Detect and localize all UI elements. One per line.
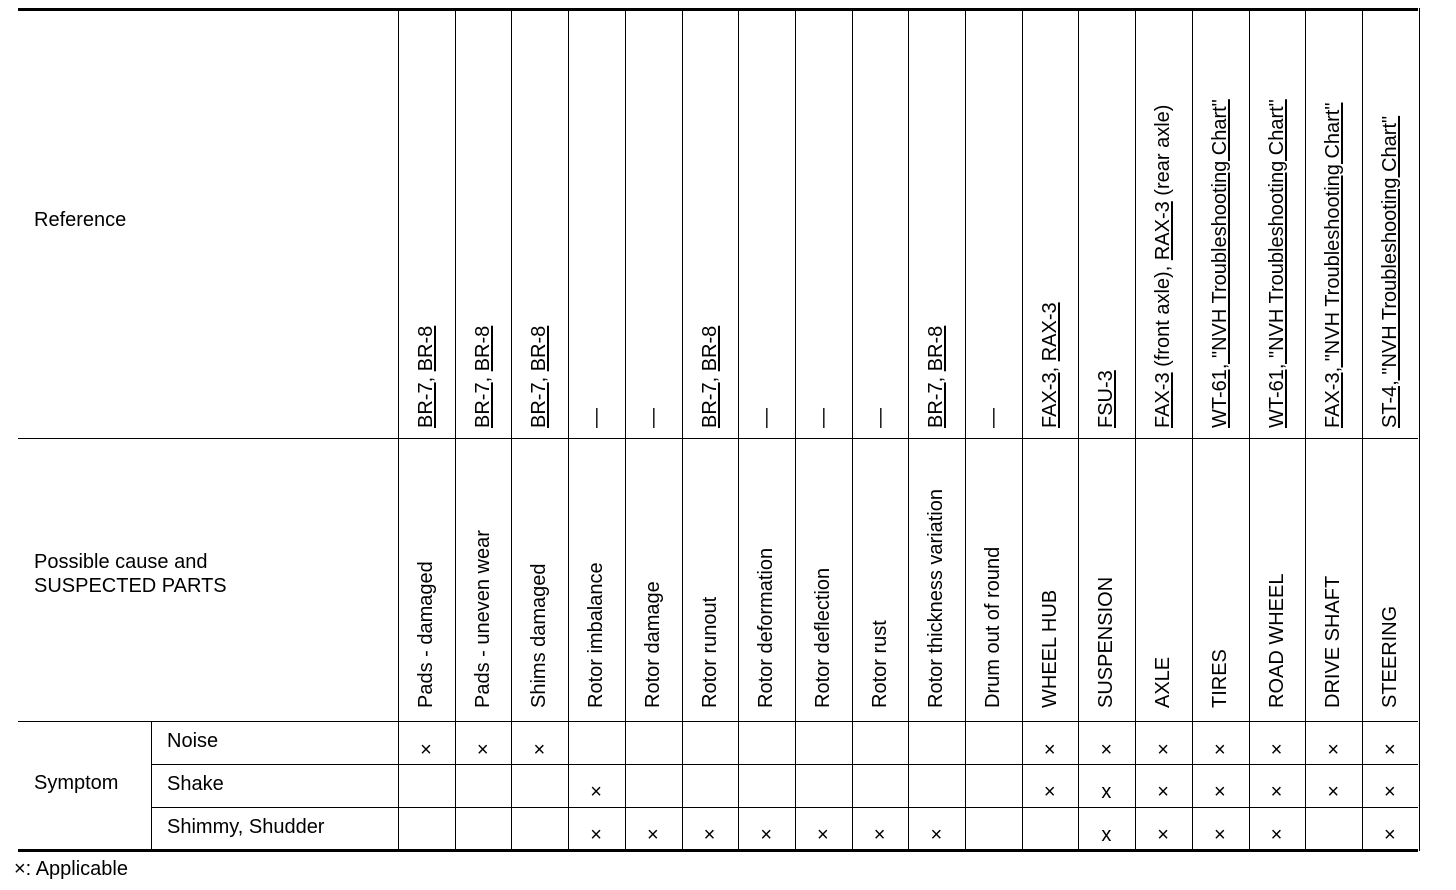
applicable-mark: ×	[703, 824, 716, 846]
reference-link[interactable]: ST-4, "NVH Troubleshooting Chart"	[1378, 115, 1401, 428]
cause-label: ROAD WHEEL	[1265, 573, 1288, 708]
reference-label: BR-7, BR-8	[415, 325, 437, 428]
rule-column	[738, 8, 739, 851]
applicable-mark: ×	[1270, 739, 1283, 761]
applicable-mark: x	[1101, 824, 1112, 846]
applicable-mark: ×	[817, 824, 829, 846]
rule-row	[151, 764, 1418, 765]
symptom-noise: Noise	[167, 730, 219, 752]
reference-label: —	[982, 408, 1004, 428]
rule-cause	[18, 721, 1418, 722]
reference-label: —	[641, 408, 664, 428]
cause-label: Rotor deformation	[755, 547, 778, 708]
cause-label: Rotor rust	[868, 620, 891, 708]
cause-label: SUSPENSION	[1095, 576, 1118, 708]
applicable-mark: ×	[1384, 824, 1396, 846]
applicable-mark: ×	[1270, 824, 1283, 846]
symptom-header: Symptom	[34, 772, 119, 794]
cause-label: Shims damaged	[528, 563, 551, 708]
cause-label: Rotor thickness variation	[925, 489, 948, 708]
rule-column	[1249, 8, 1250, 851]
cause-label: Rotor deflection	[811, 567, 834, 708]
cause-label: STEERING	[1378, 605, 1401, 708]
rule-column	[511, 8, 512, 851]
reference-label: —	[585, 408, 608, 428]
applicable-mark: ×	[590, 824, 602, 846]
reference-link[interactable]: BR-7	[528, 382, 551, 428]
reference-link[interactable]: FSU-3	[1095, 370, 1118, 428]
rule-column	[625, 8, 626, 851]
rule-row	[151, 807, 1418, 808]
applicable-mark: ×	[1213, 739, 1226, 761]
rule-top	[18, 8, 1418, 11]
reference-label: —	[755, 408, 778, 428]
reference-label	[1380, 116, 1400, 428]
cause-label: Drum out of round	[982, 546, 1004, 708]
applicable-mark: ×	[1213, 824, 1226, 846]
rule-column	[795, 8, 796, 851]
reference-link[interactable]: BR-8	[471, 325, 494, 372]
applicable-mark: ×	[1157, 824, 1169, 846]
rule-reference	[18, 438, 1418, 439]
rule-column	[1022, 8, 1023, 851]
cause-label: TIRES	[1208, 649, 1231, 708]
applicable-mark: ×	[1384, 781, 1396, 803]
cause-label: Rotor imbalance	[585, 562, 608, 708]
rule-column	[1135, 8, 1136, 851]
cause-header: Possible cause and SUSPECTED PARTS	[34, 551, 227, 597]
reference-link[interactable]: RAX-3	[1038, 302, 1061, 362]
reference-link[interactable]: BR-8	[698, 325, 721, 372]
cause-label: DRIVE SHAFT	[1322, 575, 1345, 708]
applicable-mark: ×	[1384, 739, 1396, 761]
reference-link[interactable]: BR-8	[415, 325, 437, 372]
reference-link[interactable]: WT-61, "NVH Troubleshooting Chart"	[1208, 99, 1231, 428]
reference-link[interactable]: RAX-3	[1152, 201, 1175, 261]
cause-label: Pads - damaged	[415, 561, 437, 708]
reference-link[interactable]: BR-8	[925, 325, 948, 372]
reference-link[interactable]: BR-7	[471, 382, 494, 428]
cause-label: Rotor runout	[698, 596, 721, 708]
applicable-mark: ×	[1043, 781, 1056, 803]
rule-column	[1419, 8, 1420, 851]
reference-label	[1267, 99, 1287, 428]
reference-label	[1323, 103, 1343, 428]
applicable-mark: ×	[476, 739, 489, 761]
reference-link[interactable]: BR-8	[528, 325, 551, 372]
reference-link[interactable]: BR-7	[415, 382, 437, 428]
rule-column	[682, 8, 683, 851]
reference-label	[1096, 370, 1116, 428]
troubleshooting-table	[18, 8, 1418, 853]
rule-column	[852, 8, 853, 851]
reference-link[interactable]: FAX-3	[1038, 372, 1061, 428]
applicable-mark: x	[1101, 781, 1112, 803]
reference-label	[1210, 99, 1230, 428]
rule-column	[455, 8, 456, 851]
rule-column	[1305, 8, 1306, 851]
symptom-shake: Shake	[167, 773, 224, 795]
applicable-mark: ×	[1043, 739, 1056, 761]
reference-link[interactable]: BR-7	[698, 382, 721, 428]
applicable-mark: ×	[533, 739, 546, 761]
reference-header: Reference	[34, 209, 127, 231]
reference-label: —	[811, 408, 834, 428]
applicable-mark: ×	[1327, 739, 1340, 761]
symptom-shimmy: Shimmy, Shudder	[167, 816, 325, 838]
rule-column	[1078, 8, 1079, 851]
reference-label: FAX-3 (front axle), RAX-3 (rear axle)	[1152, 104, 1175, 428]
rule-column	[568, 8, 569, 851]
cause-label: Rotor damage	[641, 581, 664, 708]
rule-column	[1192, 8, 1193, 851]
applicable-mark: ×	[930, 824, 943, 846]
applicable-mark: ×	[590, 781, 602, 803]
reference-label: BR-7, BR-8	[925, 325, 948, 428]
reference-label: BR-7, BR-8	[528, 325, 551, 428]
applicable-mark: ×	[873, 824, 886, 846]
rule-symptom-divider	[151, 721, 152, 851]
applicable-mark: ×	[1100, 739, 1113, 761]
cause-label: Pads - uneven wear	[471, 530, 494, 708]
applicable-mark: ×	[1270, 781, 1283, 803]
cause-label: AXLE	[1152, 656, 1175, 708]
applicable-mark: ×	[420, 739, 432, 761]
applicable-mark: ×	[646, 824, 659, 846]
rule-column	[908, 8, 909, 851]
rule-bottom	[18, 849, 1418, 852]
rule-column	[398, 8, 399, 851]
reference-label: —	[868, 408, 891, 428]
legend: ×: Applicable	[14, 858, 128, 880]
applicable-mark: ×	[1327, 781, 1340, 803]
reference-link[interactable]: WT-61, "NVH Troubleshooting Chart"	[1265, 99, 1288, 428]
applicable-mark: ×	[1213, 781, 1226, 803]
reference-label: BR-7, BR-8	[698, 325, 721, 428]
reference-label: BR-7, BR-8	[471, 325, 494, 428]
reference-link[interactable]: FAX-3, "NVH Troubleshooting Chart"	[1322, 102, 1345, 428]
applicable-mark: ×	[760, 824, 773, 846]
reference-label: FAX-3, RAX-3	[1038, 302, 1061, 428]
rule-column	[1362, 8, 1363, 851]
cause-label: WHEEL HUB	[1038, 589, 1061, 708]
rule-column	[965, 8, 966, 851]
reference-link[interactable]: BR-7	[925, 382, 948, 428]
reference-link[interactable]: FAX-3	[1152, 372, 1175, 428]
applicable-mark: ×	[1157, 739, 1169, 761]
applicable-mark: ×	[1157, 781, 1169, 803]
